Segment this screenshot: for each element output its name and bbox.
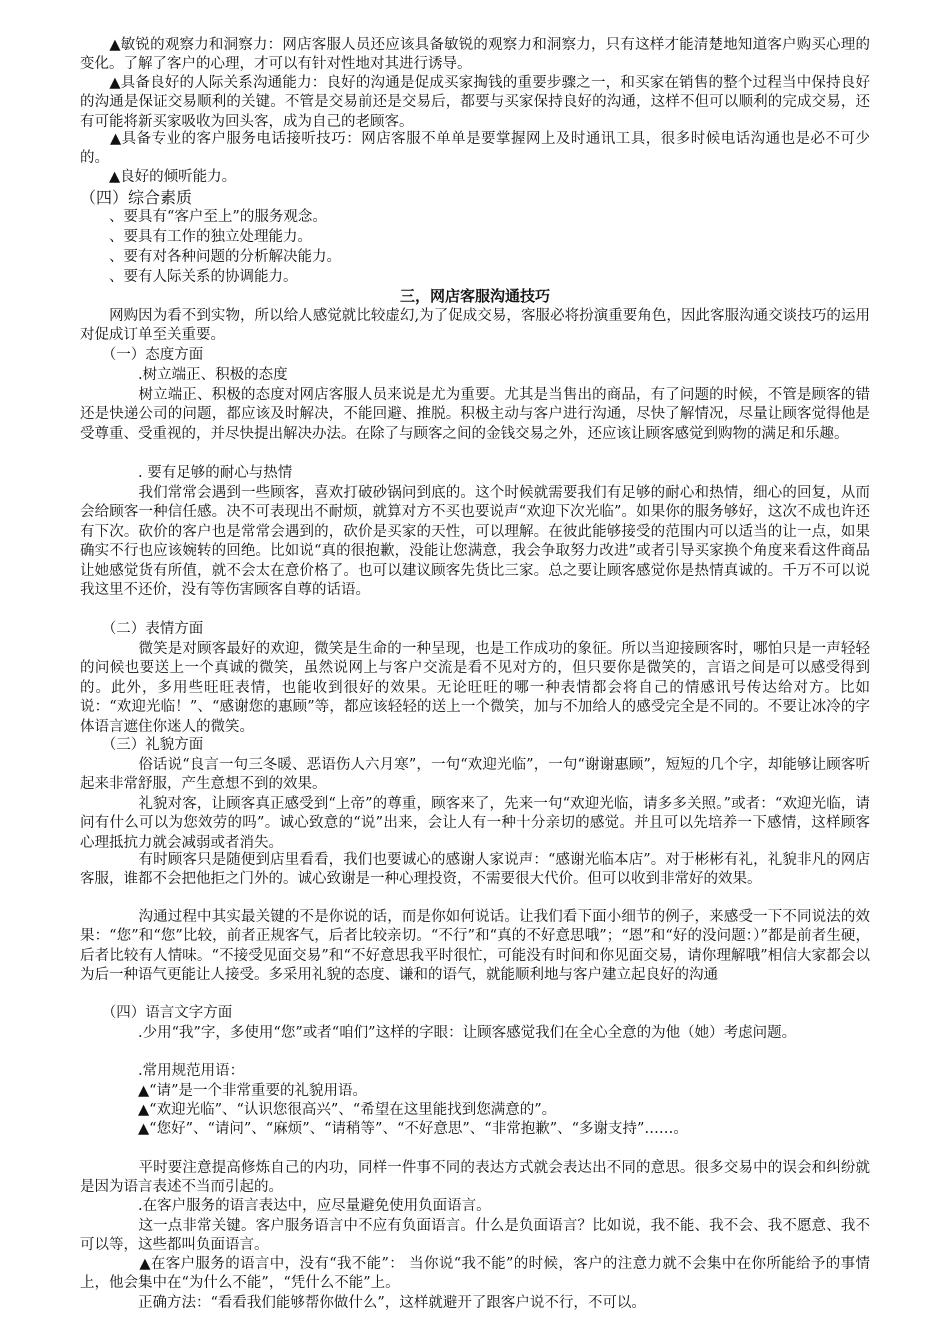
subsection-item-title: . 要有足够的耐心与热情 bbox=[80, 465, 293, 481]
list-item: 、要有对各种问题的分析解决能力。 bbox=[80, 249, 341, 265]
paragraph: ▲具备专业的客户服务电话接听技巧：网店客服不单单是要掌握网上及时通讯工具，很多时候电话沟通也是必不可少的。 bbox=[80, 131, 870, 167]
paragraph: ▲良好的倾听能力。 bbox=[80, 169, 237, 185]
paragraph: 我们常常会遇到一些顾客，喜欢打破砂锅问到底的。这个时候就需要我们有足够的耐心和热情，细心的回复，从而会给顾客一种信任感。决不可表现出不耐烦，就算对方不买也要说声“欢迎下次光临”。如果你的服务够好，这次不成也许还有下次。砍价的客户也是常常会遇到的，砍价是买家的天性，可以理解。在彼此能够接受的范围内可以适当的让一点，如果确实不行也应该婉转的回绝。比如说“真的很抱歉，没能让您满意，我会争取努力改进”或者引导买家换个角度来看这件商品让她感觉货有所值，就不会太在意价格了。也可以建议顾客先货比三家。总之要让顾客感觉你是热情真诚的。千万不可以说我这里不还价，没有等伤害顾客自尊的话语。 bbox=[80, 485, 870, 599]
paragraph: 有时顾客只是随便到店里看看，我们也要诚心的感谢人家说声：“感谢光临本店”。对于彬彬有礼，礼貌非凡的网店客服，谁都不会把他拒之门外的。诚心致谢是一种心理投资，不需要很大代价。但可以收到非常好的效果。 bbox=[80, 852, 870, 888]
paragraph: 微笑是对顾客最好的欢迎，微笑是生命的一种呈现，也是工作成功的象征。所以当迎接顾客时，哪怕只是一声轻轻的问候也要送上一个真诚的微笑，虽然说网上与客户交流是看不见对方的，但只要你是微笑的，言语之间是可以感受得到的。此外，多用些旺旺表情，也能收到很好的效果。无论旺旺的哪一种表情都会将自己的情感讯号传达给对方。比如说：“欢迎光临！”、“感谢您的惠顾”等，都应该轻轻的送上一个微笑，加与不加给人的感受完全是不同的。不要让冰冷的字体语言遮住你迷人的微笑。 bbox=[80, 641, 870, 735]
paragraph: 这一点非常关键。客户服务语言中不应有负面语言。什么是负面语言？比如说，我不能、我不会、我不愿意、我不可以等，这些都叫负面语言。 bbox=[80, 1218, 870, 1254]
paragraph: 树立端正、积极的态度对网店客服人员来说是尤为重要。尤其是当售出的商品，有了问题的时候，不管是顾客的错还是快递公司的问题，都应该及时解决，不能回避、推脱。积极主动与客户进行沟通，尽快了解情况，尽量让顾客觉得他是受尊重、受重视的，并尽快提出解决办法。在除了与顾客之间的金钱交易之外，还应该让顾客感觉到购物的满足和乐趣。 bbox=[80, 387, 870, 442]
paragraph: 俗话说“良言一句三冬暖、恶语伤人六月寒”，一句“欢迎光临”，一句“谢谢惠顾”，短短的几个字，却能够让顾客听起来非常舒服，产生意想不到的效果。 bbox=[80, 757, 870, 793]
list-item: ▲“欢迎光临”、“认识您很高兴”、“希望在这里能找到您满意的”。 bbox=[80, 1102, 557, 1118]
paragraph: ▲具备良好的人际关系沟通能力：良好的沟通是促成买家掏钱的重要步骤之一，和买家在销售的整个过程当中保持良好的沟通是保证交易顺利的关键。不管是交易前还是交易后，都要与买家保持良好的沟通，这样不但可以顺利的完成交易，还有可能将新买家吸收为回头客，成为自己的老顾客。 bbox=[80, 75, 870, 130]
paragraph: 礼貌对客，让顾客真正感受到“上帝”的尊重，顾客来了，先来一句“欢迎光临，请多多关照。”或者：“欢迎光临，请问有什么可以为您效劳的吗”。诚心致意的“说”出来，会让人有一种十分亲切的感觉。并且可以先培养一下感情，这样顾客心理抵抗力就会减弱或者消失。 bbox=[80, 796, 870, 851]
list-item: 、要具有“客户至上”的服务观念。 bbox=[80, 209, 327, 225]
paragraph: ▲敏锐的观察力和洞察力：网店客服人员还应该具备敏锐的观察力和洞察力，只有这样才能清楚地知道客户购买心理的变化。了解了客户的心理，才可以有针对性地对其进行诱导。 bbox=[80, 37, 870, 73]
paragraph: .少用“我”字，多使用“您”或者“咱们”这样的字眼：让顾客感觉我们在全心全意的为他（她）考虑问题。 bbox=[80, 1025, 797, 1041]
paragraph: 正确方法：“看看我们能够帮你做什么”，这样就避开了跟客户说不行，不可以。 bbox=[80, 1295, 646, 1311]
list-item: 、要具有工作的独立处理能力。 bbox=[80, 229, 312, 245]
paragraph: ▲“您好”、“请问”、“麻烦”、“请稍等”、“不好意思”、“非常抱歉”、“多谢支持”……。 bbox=[80, 1121, 688, 1137]
subsection-title: （三）礼貌方面 bbox=[80, 737, 204, 753]
subsection-item-title: .树立端正、积极的态度 bbox=[80, 367, 288, 383]
subsection-item-title: .常用规范用语： bbox=[80, 1063, 245, 1079]
subsection-item-title: .在客户服务的语言表达中，应尽量避免使用负面语言。 bbox=[80, 1198, 491, 1214]
paragraph: 沟通过程中其实最关键的不是你说的话，而是你如何说话。让我们看下面小细节的例子，来感受一下不同说法的效果：“您”和“您”比较，前者正规客气，后者比较亲切。“不行”和“真的不好意思哦”；“恩”和“好的没问题：）”都是前者生硬，后者比较有人情味。“不接受见面交易”和“不好意思我平时很忙，可能没有时间和你见面交易，请你理解哦”相信大家都会以为后一种语气更能让人接受。多采用礼貌的态度、谦和的语气，就能顺利地与客户建立起良好的沟通 bbox=[80, 909, 870, 984]
paragraph: 网购因为看不到实物，所以给人感觉就比较虚幻,为了促成交易，客服必将扮演重要角色，因此客服沟通交谈技巧的运用对促成订单至关重要。 bbox=[80, 308, 870, 344]
list-item: ▲“请”是一个非常重要的礼貌用语。 bbox=[80, 1083, 367, 1099]
subsection-title: （四）语言文字方面 bbox=[80, 1005, 233, 1021]
paragraph: ▲在客户服务的语言中，没有“我不能”： 当你说“我不能”的时候，客户的注意力就不会集中在你所能给予的事情上，他会集中在“为什么不能”，“凭什么不能”上。 bbox=[80, 1256, 870, 1292]
list-item: 、要有人际关系的协调能力。 bbox=[80, 269, 298, 285]
subsection-title: （一）态度方面 bbox=[80, 347, 204, 363]
paragraph: 平时要注意提高修炼自己的内功，同样一件事不同的表达方式就会表达出不同的意思。很多交易中的误会和纠纷就是因为语言表述不当而引起的。 bbox=[80, 1160, 870, 1196]
section-heading: 三，网店客服沟通技巧 bbox=[399, 287, 550, 305]
subsection-title: （二）表情方面 bbox=[80, 621, 204, 637]
section-title-comprehensive-quality: （四）综合素质 bbox=[80, 188, 193, 207]
